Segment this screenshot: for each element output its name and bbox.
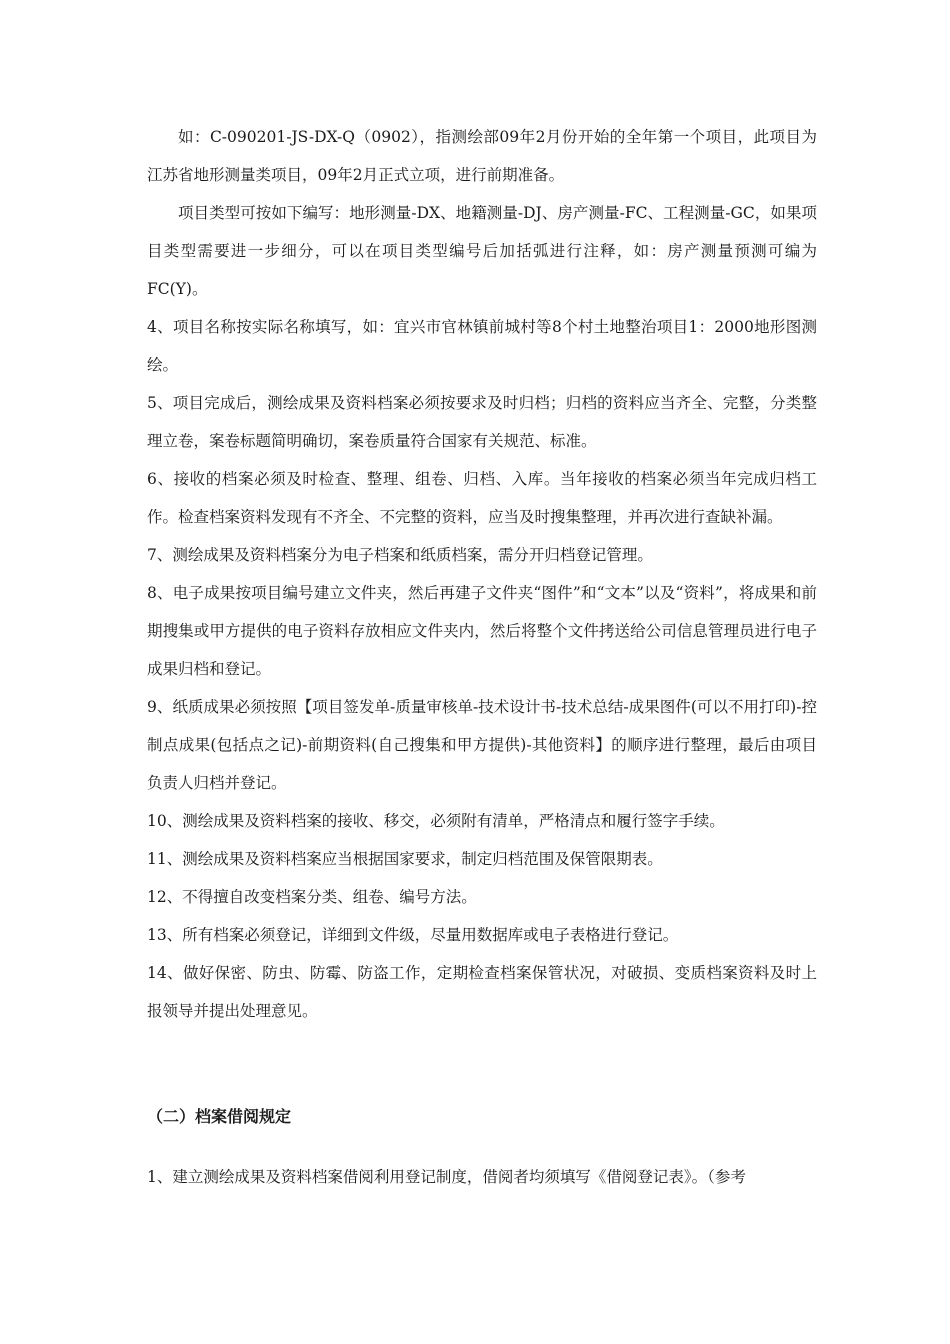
paragraph-project-types: 项目类型可按如下编写：地形测量-DX、地籍测量-DJ、房产测量-FC、工程测量-GC，如果项目类型需要进一步细分，可以在项目类型编号后加括弧进行注释，如：房产测量预测可编为FC(Y)。 [147,204,817,298]
paragraph-item-13: 13、所有档案必须登记，详细到文件级，尽量用数据库或电子表格进行登记。 [147,926,679,944]
paragraph-example: 如：C-090201-JS-DX-Q（0902），指测绘部09年2月份开始的全年第一个项目，此项目为江苏省地形测量类项目，09年2月正式立项，进行前期准备。 [147,128,817,184]
paragraph-borrow-item-1: 1、建立测绘成果及资料档案借阅利用登记制度，借阅者均须填写《借阅登记表》。（参考 [147,1168,746,1186]
paragraph-item-8: 8、电子成果按项目编号建立文件夹，然后再建子文件夹“图件”和“文本”以及“资料”，将成果和前期搜集或甲方提供的电子资料存放相应文件夹内，然后将整个文件拷送给公司信息管理员进行电子成果归档和登记。 [147,584,817,678]
document-body [147,118,817,1030]
paragraph-item-5: 5、项目完成后，测绘成果及资料档案必须按要求及时归档；归档的资料应当齐全、完整，分类整理立卷，案卷标题简明确切，案卷质量符合国家有关规范、标准。 [147,394,817,450]
section-body [147,1158,817,1196]
paragraph-item-10: 10、测绘成果及资料档案的接收、移交，必须附有清单，严格清点和履行签字手续。 [147,812,725,830]
paragraph-item-9: 9、纸质成果必须按照【项目签发单-质量审核单-技术设计书-技术总结-成果图件(可以不用打印)-控制点成果(包括点之记)-前期资料(自己搜集和甲方提供)-其他资料】的顺序进行整理，最后由项目负责人归档并登记。 [147,698,817,792]
section-heading: （二）档案借阅规定 [147,1107,292,1126]
paragraph-item-4: 4、项目名称按实际名称填写，如：宜兴市官林镇前城村等8个村土地整治项目1：2000地形图测绘。 [147,318,817,374]
paragraph-item-11: 11、测绘成果及资料档案应当根据国家要求，制定归档范围及保管限期表。 [147,850,663,868]
paragraph-item-12: 12、不得擅自改变档案分类、组卷、编号方法。 [147,888,477,906]
paragraph-item-7: 7、测绘成果及资料档案分为电子档案和纸质档案，需分开归档登记管理。 [147,546,653,564]
paragraph-item-6: 6、接收的档案必须及时检查、整理、组卷、归档、入库。当年接收的档案必须当年完成归档工作。检查档案资料发现有不齐全、不完整的资料，应当及时搜集整理，并再次进行查缺补漏。 [147,470,817,526]
paragraph-item-14: 14、做好保密、防虫、防霉、防盗工作，定期检查档案保管状况，对破损、变质档案资料及时上报领导并提出处理意见。 [147,964,817,1020]
